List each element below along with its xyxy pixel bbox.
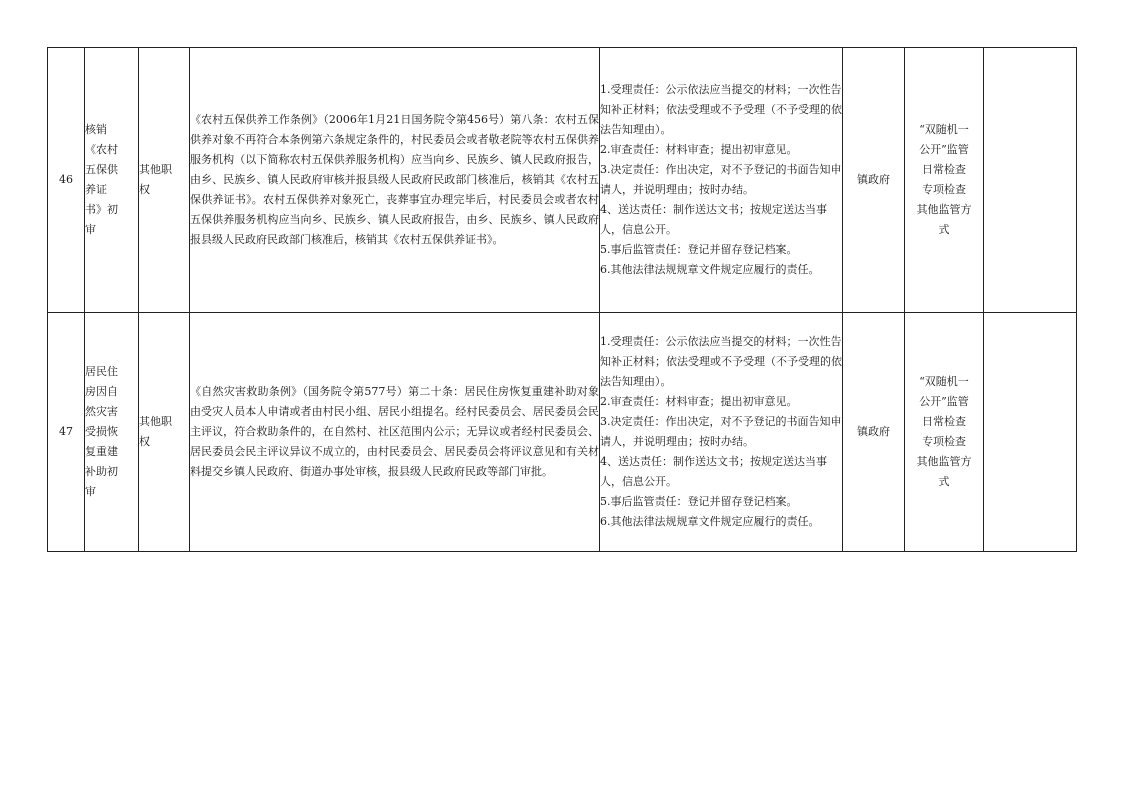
power-type-cell: [139, 313, 190, 552]
row-number: 46: [48, 48, 85, 313]
item-name: 居民住 房因自 然灾害 受损恢 复重建 补助初 审: [85, 365, 118, 498]
responsibilities: 1.受理责任：公示依法应当提交的材料；一次性告知补正材料；依法受理或不予受理（不予受理的依法告知理由）。 2.审查责任：材料审查；提出初审意见。 3.决定责任：作出决定，对不予登记的书面告知申请人，并说明理由；按时办结。 4、送达责任：制作送达文书；按规定送达当事人，信息公开。 5.事后监管责任：登记并留存登记档案。 6.其他法律法规规章文件规定应履行的责任。: [600, 335, 842, 528]
power-type-cell: [139, 48, 190, 313]
legal-basis-cell: [190, 313, 600, 552]
remarks-cell: [984, 313, 1077, 552]
supervision-method: “双随机一 公开”监管 日常检查 专项检查 其他监管方 式: [916, 123, 972, 236]
legal-basis-cell: [190, 48, 600, 313]
power-type: 其他职 权: [139, 415, 172, 448]
responsibilities-cell: [600, 313, 843, 552]
responsibilities-cell: [600, 48, 843, 313]
legal-basis: 《自然灾害救助条例》（国务院令第577号）第二十条：居民住房恢复重建补助对象由受灾人员本人申请或者由村民小组、居民小组提名。经村民委员会、居民委员会民主评议，符合救助条件的，在自然村、社区范围内公示；无异议或者经村民委员会、居民委员会民主评议异议不成立的，由村民委员会、居民委员会将评议意见和有关材料提交乡镇人民政府、街道办事处审核，报县级人民政府民政等部门审批。: [190, 385, 599, 478]
item-name: 核销 《农村 五保供 养证 书》初 审: [85, 123, 118, 236]
supervision-method-cell: [905, 48, 984, 313]
supervision-method-cell: [905, 313, 984, 552]
table-row: [48, 48, 1077, 313]
power-list-table: [47, 47, 1077, 552]
table-row: [48, 313, 1077, 552]
responsibilities: 1.受理责任：公示依法应当提交的材料；一次性告知补正材料；依法受理或不予受理（不予受理的依法告知理由）。 2.审查责任：材料审查；提出初审意见。 3.决定责任：作出决定，对不予登记的书面告知申请人，并说明理由；按时办结。 4、送达责任：制作送达文书；按规定送达当事人，信息公开。 5.事后监管责任：登记并留存登记档案。 6.其他法律法规规章文件规定应履行的责任。: [600, 83, 842, 276]
legal-basis: 《农村五保供养工作条例》（2006年1月21日国务院令第456号）第八条：农村五保供养对象不再符合本条例第六条规定条件的，村民委员会或者敬老院等农村五保供养服务机构（以下简称农村五保供养服务机构）应当向乡、民族乡、镇人民政府报告，由乡、民族乡、镇人民政府审核并报县级人民政府民政部门核准后，核销其《农村五保供养证书》。农村五保供养对象死亡，丧葬事宜办理完毕后，村民委员会或者农村五保供养服务机构应当向乡、民族乡、镇人民政府报告，由乡、民族乡、镇人民政府报县级人民政府民政部门核准后，核销其《农村五保供养证书》。: [190, 113, 599, 246]
row-number: 47: [48, 313, 85, 552]
item-name-cell: [85, 313, 139, 552]
item-name-cell: [85, 48, 139, 313]
remarks-cell: [984, 48, 1077, 313]
power-type: 其他职 权: [139, 163, 172, 196]
responsible-subject: 镇政府: [843, 313, 905, 552]
responsible-subject: 镇政府: [843, 48, 905, 313]
supervision-method: “双随机一 公开”监管 日常检查 专项检查 其他监管方 式: [916, 375, 972, 488]
